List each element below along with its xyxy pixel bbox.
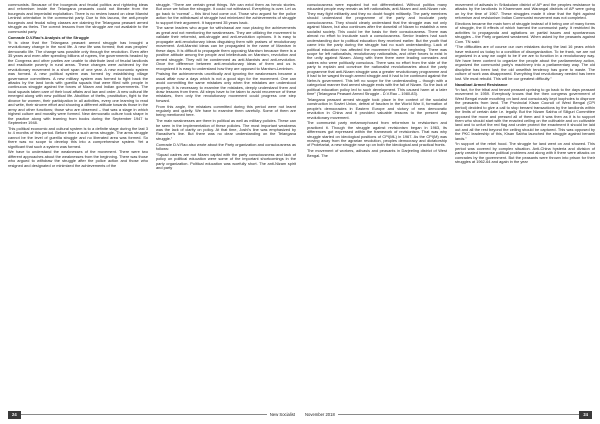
paragraph: “It is clear that the Telangana peasant armed struggle has brought a revolutionary change in the rural life. A new life was formed; that was peoples’ democratic life. The change was possible only through the revolution. Even after 35 years and even after spending billions of rupees, the governments headed by the Congress and other parties are unable to distribute land of feudal landlords and eradicate poverty in rural areas. These changes were achieved by the revolutionary movement in a short span of one year. A new economic system was formed. A new political system was formed by establishing village governance committees. A new military system was formed to fight back the attacks by the land lords with guerilla squads that were filled with people in continuous struggle against the forces of Nizam and Indian governments. The local squads taken care of their local affairs and law and order. A new cultural life emerged along with new political life. Abolition of thefts, prostitution, fight to the divorce for women, their participation in all activities, every one learning to read and write, their sincere effort and showing a different attitude towards those in the army and other functions; those who are observed – that was a stage in which highest culture and morality were formed. New democratic culture took shape in the practice along with learning from books during the September 1947 to September 1948. xyxy=(8,39,148,126)
left-page-footer xyxy=(8,410,298,419)
text-column-2 xyxy=(156,3,296,405)
text-column-1 xyxy=(8,3,148,405)
paragraph: Praising the achievements uncritically and ignoring the weaknesses became a usual affair now a days which is not a good sign for the movement. One can avoid committing the same mistakes only when the mistakes are understood properly. It is necessary to examine the mistakes, deeply understand them and draw lessons from them. All steps have to be taken to avoid recurrence of these mistakes, then only the revolutionary movement could progress one step forward. xyxy=(156,71,296,103)
text-column-4 xyxy=(455,3,595,405)
paragraph: Elections became the main form of struggle instead of it being one of many forms of struggle, the ill effects of which harmed the communist party. It restricted its activities to propaganda and agitations on partial issues and spontaneous struggles – the Party organized weakened. When asked by the peasants against Com. TN said: xyxy=(455,21,595,44)
paragraph: The movement of workers, adivasis and peasants in Darjeeling district of West Bengal. The xyxy=(307,148,447,158)
paragraph: “In fact, for the tribal and tenant peasant uprising to go back to the days peasant movement in 1959. Everybody knows that the then congress government of West Bengal made mouthing on land and consciously kept loopholes to disprove the peasants from land. The Provincial Kisan Council of West Bengal (CPI period) decided to give a call to stop benami transactions by the landlords within the limits of certain date i.e. legally. But the Nizam Sabha of Siliguri Committee opposed the move and pressed all of them and it was then as it is to support them who should start with the enacted ceiling on the cultivable and on cultivable land and to unfurl the red flag and under protect the enactment it should be laid out and all the rest beyond the ceiling should be captured. This was opposed by the PKC leadership of this, Kisan Sabha launched the struggle against benami lands.” xyxy=(455,86,595,141)
section-heading: Naxalbari Armed Resistance xyxy=(455,81,508,87)
section-heading: Comrade D.V.Rao’s Analysis of the Struggle xyxy=(8,34,90,40)
paragraph: struggle. “There are certain great things. We can extol them as heroic stories. But once we follow the struggle. It could not withstand. Everything is over. Let us go back to ‘normal’ – this kind had come out. Those who argued for the police action for the withdrawal of struggle had minimized the achievements of struggle to support their argument. It happened 35 years back. xyxy=(156,3,296,25)
right-page-footer xyxy=(302,410,592,419)
paragraph: This political economic and cultural system is to a definite stage during the last 3 to 4 months of this period. Before then a such arms struggle. The arms struggle cannot be the level of guerilla struggle and no liberated area was formed. So there was no scope to develop this into a comprehensive system. Yet a significant that such a system was formed. xyxy=(8,125,148,149)
paragraph: From this angle, the mistakes committed during this period were not learnt regularly and quietly. We have to examine them carefully. Some of them are being mentioned here. xyxy=(156,103,296,118)
paragraph: “The difficulties are of course our own mistakes during the last 16 years which have reduced us today to a condition of disorganization. To be frank, we are not organized in a way we ought to be if we are to function in a revolutionary way. We have been content to organize the people about the parliamentary action, organized the communist party’s machinery into a parliamentary way. The old discipline has been lost; the old unselfish tendency has gone to waste. The culture of work was disappeared. Everything that revolutionary needed has been lost. We must rebuild. This will be our greatest difficulty.” xyxy=(455,44,595,81)
footer-rule xyxy=(338,414,580,415)
left-page-number: 24 xyxy=(8,411,21,419)
paragraph: The communist party metamorphosed from reformism to revisionism and practiced it. Though the struggle against revisionism began in 1963, its differences got expressed within the framework of revisionism. That was why struggle started on ideological positions of CPI(ML) in 1967. As the CPI(M) was moving away from the agrarian revolution, peoples democracy and dictatorship of Proletariat, a new struggle rose up on both the ideological and practical fronts. xyxy=(307,120,447,148)
paragraph: We have to understand the weaknesses of the movement. There were two different approaches about the weaknesses from the beginning. There was those who argued to withdraw the struggle after the police action and those who resigned and designated or minimized the achievements of the xyxy=(8,149,148,168)
text-column-3 xyxy=(307,3,447,405)
paragraph: Comrade D.V.Rao also wrote about the Party organization and consciousness as follows: xyxy=(156,141,296,151)
paragraph: “In support of the rebel hood. The struggle for land went on and showed. This period was covered by complex situation. Anti-China hysteria and division of party created immense political problems and along with it there were attacks on comrades by the government. But the peasants were thrown into prison for their struggles at 1962-64 and again in the year xyxy=(455,141,595,165)
paragraph: “Squad cadres are not Nizam capital with the party consciousness and lack of policy on political education were some of the important shortcomings in the party organization. Political education was woefully short. The anti-Nizam spirit and party xyxy=(156,151,296,170)
paragraph: Telangana peasant armed struggle took place in the context of the socialist construction in Soviet Union, defeat of fascism in the World War II, formation of people’s democracies in Eastern Europe and victory of new democratic revolution in China and it provided valuable lessons to the present day revolutionary movement. xyxy=(307,96,447,120)
right-page-number: 24 xyxy=(579,411,592,419)
issue-date: November 2018 xyxy=(305,412,335,417)
journal-name: New Socialist xyxy=(269,412,295,417)
paragraph: The main weaknesses are there in political as well as military policies. These can be seen in the implementation of these policies. The most important weakness was the lack of clarity on policy. At that time, Joshi’s line was emphasized by Ranadive’s line. But there was no clear understanding on the Telangana struggle.” xyxy=(156,118,296,141)
paragraph: consciousness were equated but not differentiated. Without politics many educated people may remain as left nationalists, anti-Nizam and anti-Nizam rule. They may fight militantly and they no doubt fought militantly. The party members should understand the programme of the party and inculcate party consciousness. They should clearly understand that the struggle was not only against Nizam, but also continues after the downfall of Nizam to establish a new socialist society. This could be the basis for their consciousness. There was almost no effort to inculcate such a consciousness. Senior leaders had such understanding due to political education they received earlier. But the youth that came into the party during the struggle had no such understanding. Lack of political education has affected the movement from the beginning. There was scope for left nationalists, revolutionary nationalists, and other forces to exist in the unity against Nizam. Along with them there were leading comrades and cadres who were politically conscious. There was no effort from the side of the party to explain and convince the nationalist revolutionaries about the party programme that anti-Nizam struggle was a greater revolutionary programme and it had to be waged through armed struggle and it had to be continued against the Nehru’s government. This left no scope for the understanding – though with a categorical manner that armed struggle ends with the fall of Nizam. So the lack of political education policy led to such development. This caused harm at a later time” (Telangana Peasant Armed Struggle - D.V.Rao – 1980-83). xyxy=(307,3,447,97)
paragraph: movement of adivasis in Srikakulam district of AP and the peoples resistance to attacks by the landlords in Khammam and Warangal districts of AP were going on by the time of 1967. These struggles made it clear that the fight against reformism and revisionism Indian Communist movement was not completed. xyxy=(455,3,595,21)
paragraph: communists. Because of the bourgeois and feudal politics and rightwing ideas and reformism inside the Telangana peasants could not liberate from the bourgeois and imperialist exploitation. There is no review based on clear Marxist Leninist orientation in the communist party. Due to this lacuna, the anti-people bourgeois and feudal ruling classes are claiming the Telangana peasant armed struggle as theirs. The correct lessons from the struggle are not available to the communist party. xyxy=(8,3,148,34)
footer-rule xyxy=(21,414,267,415)
paragraph: The same leaders who argue for withdrawal are now placing the achievements as great and not mentioning the weaknesses. They are utilizing the movement to validate their reformist, anti-struggle and anti-revolution opinions. It is easy to propagate anti-revolutionary ideas disguising them with praises of revolutionary movement. Anti-Marxist ideas can be propagated in the name of Marxism in these days. It is difficult to propagate them opposing Marxism because there is a positive attitude among the people and intellectuals on Marxism, revolution and armed struggle. They will be condemned as anti-Marxists and anti-revolution. Once the difference between anti-revolutionary ideas of them and us is recognized it is easy to understand how they are opposed to Marxism-Leninism. xyxy=(156,25,296,71)
